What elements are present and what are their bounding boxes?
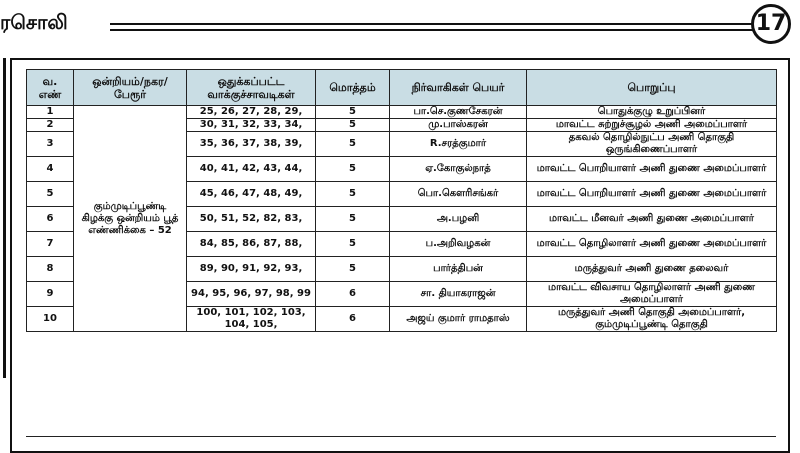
- cell-sno: 4: [27, 157, 74, 182]
- cell-name: ப.அறிவழகன்: [390, 232, 527, 257]
- cell-total: 5: [316, 207, 390, 232]
- header-rule-bottom: [110, 29, 753, 31]
- cell-total: 5: [316, 132, 390, 157]
- cell-booths: 100, 101, 102, 103, 104, 105,: [187, 307, 316, 332]
- cell-role: மருத்துவர் அணி தொகுதி அமைப்பாளர், கும்முடிப்பூண்டி தொகுதி: [527, 307, 777, 332]
- cell-role: பொதுக்குழு உறுப்பினர்: [527, 106, 777, 119]
- cell-name: அ.பழனி: [390, 207, 527, 232]
- col-header-sno: வ. எண்: [27, 70, 74, 106]
- cell-role: மாவட்ட தொழிலாளர் அணி துணை அமைப்பாளர்: [527, 232, 777, 257]
- cell-sno: 8: [27, 257, 74, 282]
- cell-total: 5: [316, 106, 390, 119]
- cell-total: 5: [316, 257, 390, 282]
- cell-sno: 10: [27, 307, 74, 332]
- cell-total: 6: [316, 307, 390, 332]
- cell-role: தகவல் தொழில்நுட்ப அணி தொகுதி ஒருங்கிணைப்பாளர்: [527, 132, 777, 157]
- cell-role: மாவட்ட சுற்றுச்சூழல் அணி அமைப்பாளர்: [527, 119, 777, 132]
- cell-booths: 25, 26, 27, 28, 29,: [187, 106, 316, 119]
- cell-role: மாவட்ட மீனவர் அணி துணை அமைப்பாளர்: [527, 207, 777, 232]
- cell-sno: 9: [27, 282, 74, 307]
- cell-booths: 94, 95, 96, 97, 98, 99: [187, 282, 316, 307]
- next-table-edge: [26, 436, 776, 447]
- cell-booths: 45, 46, 47, 48, 49,: [187, 182, 316, 207]
- table-row: [27, 106, 777, 119]
- cell-total: 6: [316, 282, 390, 307]
- cell-name: மு.பாஸ்கரன்: [390, 119, 527, 132]
- cell-name: சா. தியாகராஜன்: [390, 282, 527, 307]
- cell-role: மருத்துவர் அணி துணை தலைவர்: [527, 257, 777, 282]
- cell-sno: 6: [27, 207, 74, 232]
- table-header-row: [27, 70, 777, 106]
- cell-name: பொ.கௌரிசங்கர்: [390, 182, 527, 207]
- col-header-role: பொறுப்பு: [527, 70, 777, 106]
- cell-role: மாவட்ட விவசாய தொழிலாளர் அணி துணை அமைப்பாளர்: [527, 282, 777, 307]
- cell-booths: 84, 85, 86, 87, 88,: [187, 232, 316, 257]
- page-number-badge: 17: [751, 4, 791, 44]
- cell-name: பா.செ.குணசேகரன்: [390, 106, 527, 119]
- cell-name: R.சரத்குமார்: [390, 132, 527, 157]
- left-edge-bar: [3, 58, 6, 378]
- cell-sno: 1: [27, 106, 74, 119]
- cell-union: கும்முடிப்பூண்டி கிழக்கு ஒன்றியம் பூத் எண்ணிக்கை – 52: [74, 106, 187, 332]
- cell-role: மாவட்ட பொறியாளர் அணி துணை அமைப்பாளர்: [527, 157, 777, 182]
- cell-total: 5: [316, 157, 390, 182]
- cell-sno: 7: [27, 232, 74, 257]
- cell-name: ஏ.கோகுல்நாத்: [390, 157, 527, 182]
- col-header-total: மொத்தம்: [316, 70, 390, 106]
- cell-name: பார்த்திபன்: [390, 257, 527, 282]
- cell-sno: 2: [27, 119, 74, 132]
- cell-sno: 3: [27, 132, 74, 157]
- cell-total: 5: [316, 119, 390, 132]
- cell-booths: 35, 36, 37, 38, 39,: [187, 132, 316, 157]
- cell-sno: 5: [27, 182, 74, 207]
- cell-booths: 30, 31, 32, 33, 34,: [187, 119, 316, 132]
- col-header-booths: ஒதுக்கப்பட்ட வாக்குச்சாவடிகள்: [187, 70, 316, 106]
- col-header-name: நிர்வாகிகள் பெயர்: [390, 70, 527, 106]
- cell-booths: 40, 41, 42, 43, 44,: [187, 157, 316, 182]
- cell-name: அஜய் குமார் ராமதாஸ்: [390, 307, 527, 332]
- cell-role: மாவட்ட பொறியாளர் அணி துணை அமைப்பாளர்: [527, 182, 777, 207]
- cell-total: 5: [316, 182, 390, 207]
- cell-total: 5: [316, 232, 390, 257]
- cell-booths: 50, 51, 52, 82, 83,: [187, 207, 316, 232]
- col-header-union: ஒன்றியம்/நகர/ பேரூர்: [74, 70, 187, 106]
- newspaper-title: ரசொலி: [0, 10, 68, 34]
- booth-assignment-table: [26, 69, 777, 332]
- cell-booths: 89, 90, 91, 92, 93,: [187, 257, 316, 282]
- header-rule-top: [110, 23, 753, 25]
